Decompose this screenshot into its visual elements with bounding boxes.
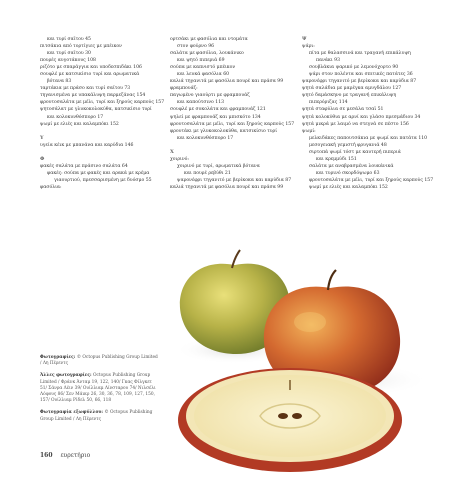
index-entry: φραμπουάζ: bbox=[170, 86, 198, 92]
index-entry: σουφλέ με κατσικίσιο τυρί και αρωματικά bbox=[40, 72, 140, 78]
page-footer bbox=[40, 452, 90, 459]
index-entry: σαλάτα με φασόλια, λουκάνικο bbox=[170, 51, 244, 57]
index-entry: και ψητό πιπεριά 69 bbox=[177, 58, 225, 64]
index-entry: ψαρονέφρι τηγανιτό με βερίκοκα και καρύδια 87 bbox=[302, 79, 417, 85]
index-entry: ψητά σαλάδια με μαρέγκα αμυγδάλου 127 bbox=[302, 86, 402, 92]
index-entry: ορτσάκι με φασόλια και ντομάτα bbox=[170, 37, 248, 42]
index-entry: και τυρινό σκορδόψωμο 63 bbox=[316, 170, 380, 176]
index-entry: ψητοσάλατ με γλυκοκολοκύθα, κατσικίσιο τυρί bbox=[40, 107, 152, 113]
index-spacer bbox=[40, 149, 158, 156]
index-entry: στον φούρνο 96 bbox=[177, 44, 215, 50]
index-entry: ψητό δαμάσκηνο με τραγανή επικάλυψη bbox=[302, 93, 397, 99]
index-entry: πιπερόριζας 114 bbox=[309, 100, 348, 106]
index-entry: χοιρινό: bbox=[170, 156, 189, 162]
index-entry: ψωμί με ελιές και καλαμπόκι 152 bbox=[40, 121, 119, 127]
section-label: ευρετήριο bbox=[60, 452, 91, 459]
index-letter-heading: Υ bbox=[40, 134, 44, 141]
index-entry: καλιά τηγανιτά με φασόλια πουρέ και πράσα 99 bbox=[170, 184, 284, 190]
index-entry: και τυρί σαϊτου 30 bbox=[47, 51, 91, 57]
index-entry: σαλάτα με αναβρασμένα λουκάνικά bbox=[309, 163, 394, 169]
index-column-3 bbox=[302, 36, 434, 191]
index-entry: χοιρινό με τυρί, αρωματικά βότανα bbox=[177, 163, 260, 169]
credit-other-photos: Άλλες φωτογραφίες: Octopus Publishing Group Limited / Φράνκ Άνταμ 19, 122, 140/ Γκας Φίλγκετ 51/ Σάνρα Λέιν 39/ Ουίλλιαμ Λίνσταρου 74/ Νιλσέλι Λόφους 86/ Σεν Μάικρ 26, 30, 36, 78, 109, 127, 150, 157/ Ουίλλιαμ Ρίδελ 50, 66, 118 bbox=[40, 373, 156, 404]
index-entry: ψάρι στον πολέντα και σπιτικές πατάτες 36 bbox=[309, 72, 413, 78]
credit-photos: Φωτογραφίες: © Octopus Publishing Group Limited / Λη Πέρεντς bbox=[40, 355, 158, 367]
index-entry: φρουτοσαλάτα με μέλι, τυρί και ξηρούς καρπούς 157 bbox=[40, 100, 165, 106]
index-spacer bbox=[40, 128, 158, 135]
index-entry: σούπα με καπνιστό μπέικον bbox=[170, 65, 236, 71]
index-entry: φασόλια: bbox=[40, 184, 62, 190]
index-entry: ψαρονέφρι τηγανιτό με βερίκοκα και καρύδια 87 bbox=[177, 177, 292, 183]
index-entry: μεσογειακή γεμιστή φρυγανιά 48 bbox=[309, 142, 387, 148]
index-entry: πίτα με θαλασσινά και τραγανή επικάλυψη bbox=[309, 51, 411, 57]
index-entry: υγεία κέικ με μπανάνα και καρύδια 146 bbox=[40, 142, 134, 148]
index-entry: φακές: σούπα με φακές και αρακά με κρέμα bbox=[47, 170, 150, 176]
index-entry: και λευκά φασόλια 60 bbox=[177, 72, 230, 78]
index-entry: ριζότο με σπαράγγια και υποδεσπιδάκι 106 bbox=[40, 65, 142, 71]
halved-apple bbox=[178, 368, 402, 472]
index-entry: και καπούτσινο 113 bbox=[177, 100, 225, 106]
index-entry: σουβλάκια ψαρικό με λεμονόχορτο 90 bbox=[309, 65, 399, 71]
index-entry: παγωμένο γιαούρτι με φραμπουάζ bbox=[170, 93, 250, 99]
index-entry: ψηλεί με φραμπουάζ και μπισκότο 134 bbox=[170, 114, 261, 120]
page-number: 160 bbox=[40, 452, 53, 459]
index-entry: και πουρέ ρεβύθι 21 bbox=[184, 170, 231, 176]
index-entry: γιαουρτιού, πρεσσαρισμένη με δυόσμο 55 bbox=[54, 177, 152, 183]
index-entry: φρουτάκι με γλυκοκολοκύθα, κατσικίσιο τυρί bbox=[170, 128, 278, 134]
index-entry: ψητά κολοκύθια με αρνί και γλάσο πρεσμάδιου 34 bbox=[302, 114, 421, 120]
index-entry: ψωμί: bbox=[302, 128, 316, 134]
index-entry: και κρεμμύδι 151 bbox=[316, 156, 357, 162]
index-entry: πουρές αυγοτάκους 108 bbox=[40, 58, 96, 64]
index-spacer bbox=[170, 142, 295, 149]
index-entry: φακές σαλάτα με πράσινο σαλάτα 64 bbox=[40, 163, 128, 169]
index-column-1 bbox=[40, 36, 165, 191]
index-column-2 bbox=[170, 36, 295, 191]
index-entry: φρουτοσαλάτα με μέλι, τυρί και ξηρούς καρπούς 157 bbox=[170, 121, 295, 127]
index-entry: σιρτοπά ψωμί τόστ με καυτερή πιπεριά bbox=[309, 149, 401, 155]
index-letter-heading: Φ bbox=[40, 155, 45, 162]
index-entry: μελκιδάκες παπουτσάκια με ψωμί και πατάτα 110 bbox=[309, 135, 428, 141]
index-entry: ψωμί με ελιές και καλαμπόκι 152 bbox=[309, 184, 388, 190]
index-letter-heading: Ψ bbox=[302, 36, 307, 42]
index-entry: και κολοκυνθόσπορο 17 bbox=[47, 114, 104, 120]
apples-photo bbox=[140, 230, 457, 480]
index-entry: ψητά μικρά με λαιμό να στεγνά σε πέστο 156 bbox=[302, 121, 409, 127]
index-entry: ψητά σταφύλια σε μεσάλα τσαϊ 51 bbox=[302, 107, 384, 113]
index-entry: βότανα 83 bbox=[47, 79, 72, 85]
index-entry: καλιά τηγανιτά με φασόλια πουρέ και πράσα 99 bbox=[170, 79, 284, 85]
index-entry: ταρτάκια με πράσο και τυρί σαϊτου 73 bbox=[40, 86, 131, 92]
index-entry: και τυρί σαϊτου 45 bbox=[47, 37, 91, 42]
index-entry: φρουτοσαλάτα με μέλι, τυρί και ξηρούς καρπούς 157 bbox=[309, 177, 434, 183]
credit-cover-photo: Φωτογραφία εξωφύλλου: © Octopus Publishing Group Limited / Λη Πέρεντς bbox=[40, 410, 153, 422]
index-entry: ψάρι: bbox=[302, 44, 315, 50]
index-entry: σουφλέ με σοκολάτα και φραμπουάζ 121 bbox=[170, 107, 266, 113]
index-entry: πιτσάκια από τορτίγιες με μπέικον bbox=[40, 44, 122, 50]
index-entry: και κολοκυνθόσπορο 17 bbox=[177, 135, 234, 141]
index-entry: πανάκι 93 bbox=[316, 58, 340, 64]
index-letter-heading: Χ bbox=[170, 148, 174, 155]
index-entry: τηγανισμένα με υπακάλυψη παρμεζάνας 154 bbox=[40, 93, 146, 99]
